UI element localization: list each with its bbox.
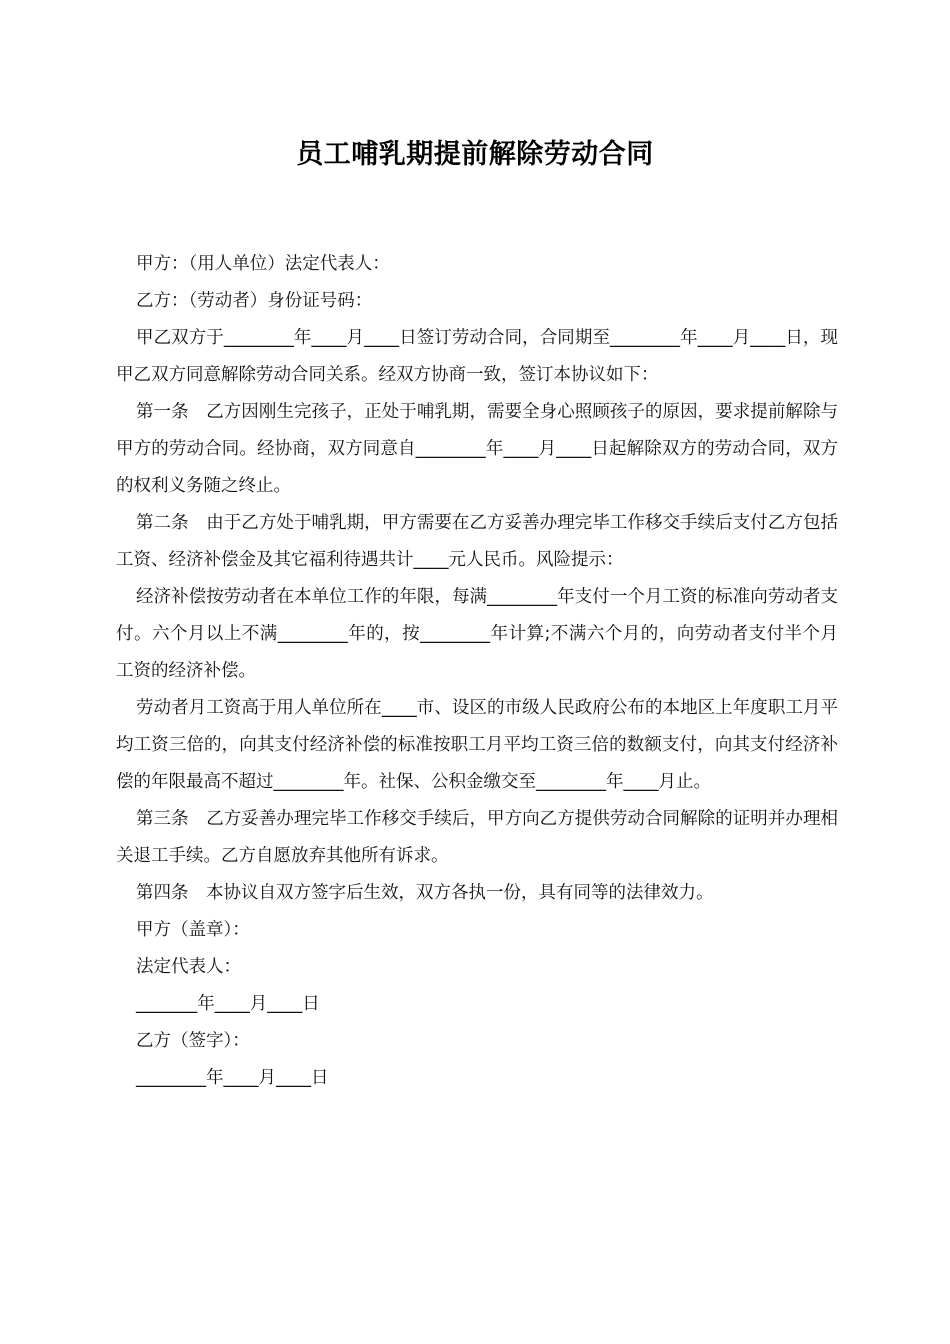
legal-rep-line: 法定代表人： <box>136 957 241 977</box>
article-1: 第一条 乙方因刚生完孩子，正处于哺乳期，需要全身心照顾孩子的原因，要求提前解除与甲方的劳动合同。经协商，双方同意自________年____月____日起解除双方的劳动合同，双方的权利义务随之终止。 <box>116 402 838 496</box>
article-2: 第二条 由于乙方处于哺乳期，甲方需要在乙方妥善办理完毕工作移交手续后支付乙方包括工资、经济补偿金及其它福利待遇共计____元人民币。风险提示： <box>116 513 838 570</box>
intro-paragraph: 甲乙双方于________年____月____日签订劳动合同，合同期至________年____月____日，现甲乙双方同意解除劳动合同关系。经双方协商一致，签订本协议如下： <box>116 328 838 385</box>
party-a-seal-line: 甲方（盖章）： <box>136 920 250 940</box>
party-b-line: 乙方：（劳动者）身份证号码： <box>136 291 373 311</box>
document-body <box>116 246 838 1097</box>
document-title: 员工哺乳期提前解除劳动合同 <box>296 139 654 170</box>
article-3: 第三条 乙方妥善办理完毕工作移交手续后，甲方向乙方提供劳动合同解除的证明并办理相关退工手续。乙方自愿放弃其他所有诉求。 <box>116 809 838 866</box>
party-b-date-line: ________年____月____日 <box>136 1068 329 1088</box>
party-a-date-line: _______年____月____日 <box>136 994 320 1014</box>
article-4: 第四条 本协议自双方签字后生效，双方各执一份，具有同等的法律效力。 <box>136 883 714 903</box>
party-b-sign-line: 乙方（签字）： <box>136 1031 250 1051</box>
party-a-line: 甲方：（用人单位）法定代表人： <box>136 254 390 274</box>
compensation-paragraph: 经济补偿按劳动者在本单位工作的年限，每满________年支付一个月工资的标准向劳动者支付。六个月以上不满________年的，按________年计算;不满六个月的，向劳动者支付半个月工资的经济补偿。 <box>116 587 838 681</box>
high-wage-paragraph: 劳动者月工资高于用人单位所在____市、设区的市级人民政府公布的本地区上年度职工月平均工资三倍的，向其支付经济补偿的标准按职工月平均工资三倍的数额支付，向其支付经济补偿的年限最高不超过________年。社保、公积金缴交至________年____月止。 <box>116 698 838 792</box>
